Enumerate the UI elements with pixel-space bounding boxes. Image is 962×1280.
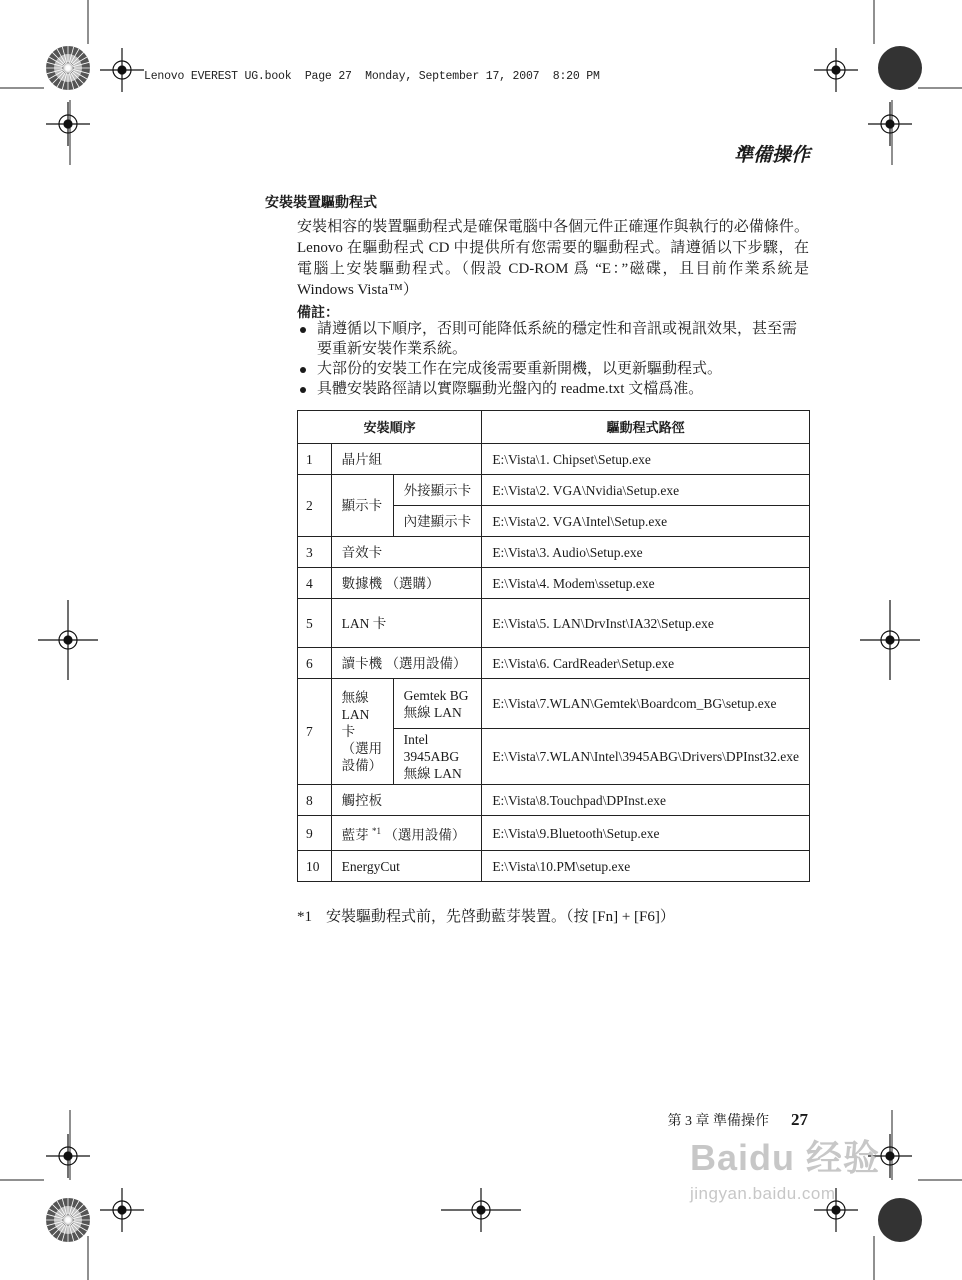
footnote-ref: *1 [372, 825, 382, 836]
page-footer [668, 1110, 809, 1130]
row-number: 7 [298, 679, 332, 785]
table-row [298, 537, 810, 568]
table-header-row [298, 411, 810, 444]
header-driver-path: 驅動程式路徑 [482, 411, 810, 444]
footnote [297, 905, 675, 926]
watermark-url: jingyan.baidu.com [690, 1184, 836, 1203]
starburst-mark [46, 1198, 90, 1242]
table-row [298, 785, 810, 816]
page-number: 27 [791, 1110, 808, 1129]
note-item: 大部份的安裝工作在完成後需要重新開機，以更新驅動程式。 [297, 359, 809, 379]
driver-path: E:\Vista\6. CardReader\Setup.exe [482, 648, 810, 679]
table-row [298, 599, 810, 648]
driver-path: E:\Vista\2. VGA\Nvidia\Setup.exe [482, 475, 810, 506]
driver-table [297, 410, 810, 882]
driver-path: E:\Vista\5. LAN\DrvInst\IA32\Setup.exe [482, 599, 810, 648]
row-number: 5 [298, 599, 332, 648]
driver-path: E:\Vista\7.WLAN\Gemtek\Boardcom_BG\setup.exe [482, 679, 810, 729]
table-row [298, 444, 810, 475]
driver-name: 無線 LAN 卡 （選用設備） [331, 679, 393, 785]
table-row [298, 851, 810, 882]
footnote-text: 安裝驅動程式前，先啓動藍芽裝置。（按 [Fn] + [F6]） [326, 909, 675, 925]
note-title: 備註： [297, 304, 339, 320]
driver-name: 顯示卡 [331, 475, 393, 537]
table-row [298, 679, 810, 729]
driver-name: EnergyCut [331, 851, 482, 882]
driver-name: 藍芽 [341, 827, 369, 843]
notes-list [297, 319, 809, 399]
print-header: Lenovo EVEREST UG.book Page 27 Monday, September 17, 2007 8:20 PM [144, 70, 600, 83]
starburst-mark [46, 46, 90, 90]
driver-name-cell [331, 816, 482, 851]
section-header: 準備操作 [733, 145, 810, 166]
intro-paragraph: 安裝相容的裝置驅動程式是確保電腦中各個元件正確運作與執行的必備條件。Lenovo 在驅動程式 CD 中提供所有您需要的驅動程式。請遵循以下步驟，在電腦上安裝驅動程式。（假設 CD-ROM 爲 “E：”磁碟，且目前作業系統是 Windows Vista™） [297, 219, 809, 298]
driver-subname: 外接顯示卡 [393, 475, 482, 506]
driver-path: E:\Vista\2. VGA\Intel\Setup.exe [482, 506, 810, 537]
driver-path: E:\Vista\8.Touchpad\DPInst.exe [482, 785, 810, 816]
row-number: 6 [298, 648, 332, 679]
note-item: 具體安裝路徑請以實際驅動光盤內的 readme.txt 文檔爲准。 [297, 379, 809, 399]
table-row [298, 816, 810, 851]
row-number: 3 [298, 537, 332, 568]
driver-path: E:\Vista\10.PM\setup.exe [482, 851, 810, 882]
driver-name: 數據機 （選購） [331, 568, 482, 599]
driver-path: E:\Vista\1. Chipset\Setup.exe [482, 444, 810, 475]
driver-subname: Gemtek BG 無線 LAN [393, 679, 482, 729]
driver-name: 晶片組 [331, 444, 482, 475]
footnote-mark: *1 [297, 909, 312, 925]
driver-path: E:\Vista\7.WLAN\Intel\3945ABG\Drivers\DPInst32.exe [482, 729, 810, 785]
row-number: 10 [298, 851, 332, 882]
driver-path: E:\Vista\9.Bluetooth\Setup.exe [482, 816, 810, 851]
row-number: 9 [298, 816, 332, 851]
note-item: 請遵循以下順序，否則可能降低系統的穩定性和音訊或視訊效果，甚至需要重新安裝作業系統。 [297, 319, 809, 359]
table-row [298, 648, 810, 679]
driver-name-suffix: （選用設備） [381, 827, 466, 843]
driver-subname: 內建顯示卡 [393, 506, 482, 537]
driver-name: LAN 卡 [331, 599, 482, 648]
watermark-logo: Baidu 经验 [690, 1137, 881, 1178]
baidu-watermark [690, 1138, 880, 1204]
driver-name: 音效卡 [331, 537, 482, 568]
row-number: 4 [298, 568, 332, 599]
section-title: 安裝裝置驅動程式 [265, 194, 377, 210]
driver-path: E:\Vista\3. Audio\Setup.exe [482, 537, 810, 568]
row-number: 1 [298, 444, 332, 475]
driver-name: 讀卡機 （選用設備） [331, 648, 482, 679]
table-row [298, 475, 810, 506]
table-row [298, 568, 810, 599]
header-install-order: 安裝順序 [298, 411, 482, 444]
driver-path: E:\Vista\4. Modem\ssetup.exe [482, 568, 810, 599]
row-number: 2 [298, 475, 332, 537]
row-number: 8 [298, 785, 332, 816]
chapter-label: 第 3 章 準備操作 [667, 1114, 769, 1129]
driver-name: 觸控板 [331, 785, 482, 816]
driver-subname: Intel 3945ABG 無線 LAN [393, 729, 482, 785]
